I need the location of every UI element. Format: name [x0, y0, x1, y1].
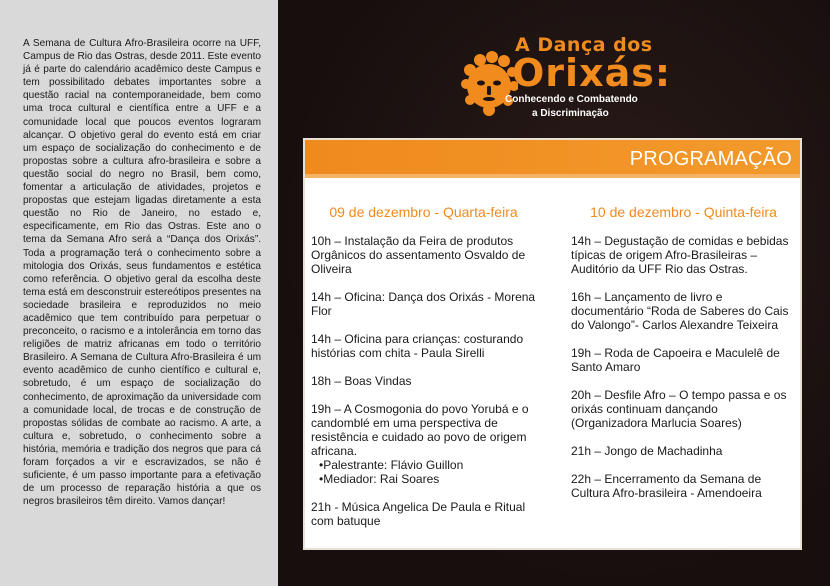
logo-subtitle-line2: a Discriminação [532, 108, 609, 119]
day-column-1 [311, 205, 536, 542]
logo-title-line2: Orixás: [512, 51, 672, 95]
event-item: 19h – A Cosmogonia do povo Yorubá e o candomblé em uma perspectiva de resistência e cuidado ao povo de origem africana. •Palestrante: Flávio Guillon •Mediador: Rai Soares [311, 402, 536, 486]
event-item: 21h – Jongo de Machadinha [571, 444, 723, 458]
speaker-line: •Palestrante: Flávio Guillon [319, 458, 464, 472]
program-header [305, 140, 800, 178]
event-item: 14h – Oficina: Dança dos Orixás - Morena Flor [311, 290, 536, 318]
mediator-line: •Mediador: Rai Soares [319, 472, 440, 486]
day-heading: 10 de dezembro - Quinta-feira [590, 204, 777, 220]
event-item: 14h – Degustação de comidas e bebidas típicas de origem Afro-Brasileiras – Auditório da UFF Rio das Ostras. [571, 234, 789, 276]
event-item: 20h – Desfile Afro – O tempo passa e os orixás continuam dançando (Organizadora Marlucia Soares) [571, 388, 787, 430]
event-item: 10h – Instalação da Feira de produtos Orgânicos do assentamento Osvaldo de Oliveira [311, 234, 526, 276]
day-column-2 [571, 205, 796, 514]
day-heading: 09 de dezembro - Quarta-feira [329, 204, 518, 220]
intro-panel [0, 0, 278, 586]
event-logo [460, 30, 672, 125]
intro-paragraph: A Semana de Cultura Afro-Brasileira ocorre na UFF, Campus de Rio das Ostras, desde 2011. Este evento já é parte do calendário acadêmico deste Campus e tem possibilitado debates importantes sobre a questão racial na contemporaneidade, bem como uma troca cultural e científica entre a UFF e a comunidade local que poucos eventos lograram alcançar. O objetivo geral do evento está em criar um espaço de socialização do conhecimento e de propostas sobre a cultura afro-brasileira e sobre a questão social do negro no Brasil, bem como, fomentar a articulação de atividades, projetos e propostas que estejam ligadas diretamente a esta questão no Rio de Janeiro, no estado e, especificamente, em Rio das Ostras. Este ano o tema da Semana Afro será a “Dança dos Orixás”. Toda a programação terá o conhecimento sobre a mitologia dos Orixás, seus fundamentos e estética como referência. O objetivo geral da escolha deste tema está em desconstruir estereótipos presentes na sociedade brasileira e reproduzidos no meio acadêmico que tem contribuído para perpetuar o preconceito, o racismo e a intolerância em torno das religiões de matriz africanas em todo o território Brasileiro. A Semana de Cultura Afro-Brasileira é um evento acadêmico de cunho científico e cultural e, sobretudo, é um espaço de socialização do conhecimento, de aproximação da universidade com a comunidade local, de trocas e de construção de propostas sólidas de combate ao racismo. A arte, a cultura e, sobretudo, o conhecimento sobre a história, memória e tradição dos negros que para cá foram forçados a vir e escravizados, se não é suficiente, é um passo importante para a efetivação de um processo de reparação história a que os negros brasileiros têm direito. Vamos dançar! [23, 38, 261, 508]
event-item: 21h - Música Angelica De Paula e Ritual com batuque [311, 500, 526, 528]
event-item: 14h – Oficina para crianças: costurando histórias com chita - Paula Sirelli [311, 332, 524, 360]
orixa-mask-icon [460, 48, 518, 118]
event-item: 19h – Roda de Capoeira e Maculelê de Santo Amaro [571, 346, 780, 374]
logo-title-line1: A Dança dos [515, 34, 653, 56]
event-item: 22h – Encerramento da Semana de Cultura Afro-brasileira - Amendoeira [571, 472, 762, 500]
event-item: 18h – Boas Vindas [311, 374, 412, 388]
logo-subtitle-line1: Conhecendo e Combatendo [505, 94, 638, 105]
program-header-title: PROGRAMAÇÃO [629, 148, 792, 170]
event-item: 16h – Lançamento de livro e documentário “Roda de Saberes do Cais do Valongo”- Carlos Alexandre Teixeira [571, 290, 789, 332]
